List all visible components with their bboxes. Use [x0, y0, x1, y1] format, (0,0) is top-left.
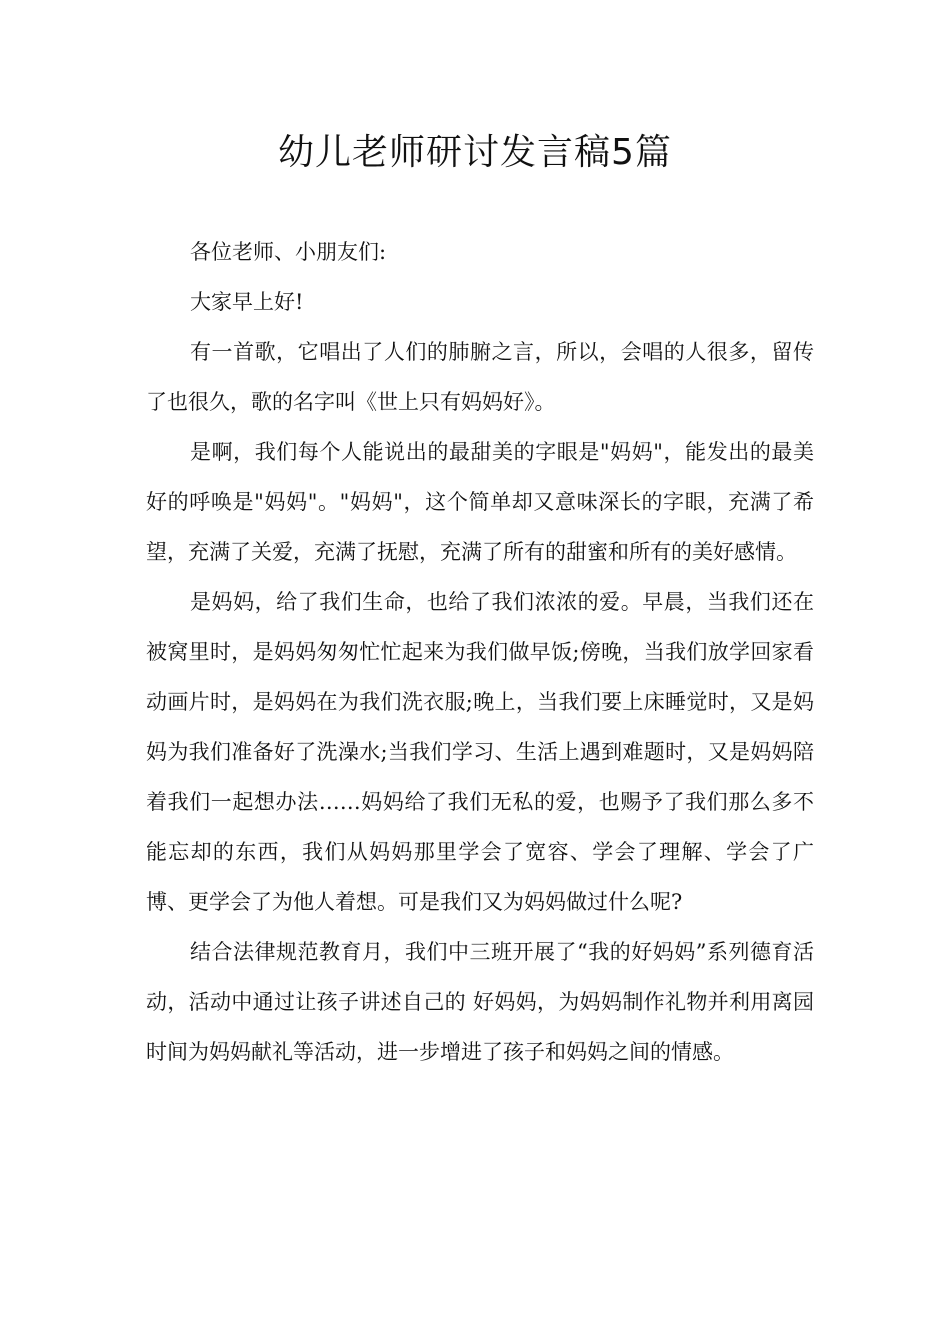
paragraph: 结合法律规范教育月，我们中三班开展了“我的好妈妈”系列德育活动，活动中通过让孩子讲述自己的 好妈妈，为妈妈制作礼物并利用离园时间为妈妈献礼等活动，进一步增进了孩子和妈妈之间的情感。	[146, 940, 814, 1064]
paragraph-greeting: 各位老师、小朋友们:	[190, 240, 387, 264]
paragraph: 有一首歌，它唱出了人们的肺腑之言，所以，会唱的人很多，留传了也很久，歌的名字叫《世上只有妈妈好》。	[146, 340, 814, 414]
paragraph: 是啊，我们每个人能说出的最甜美的字眼是"妈妈"，能发出的最美好的呼唤是"妈妈"。"妈妈"，这个简单却又意味深长的字眼，充满了希望，充满了关爱，充满了抚慰，充满了所有的甜蜜和所有的美好感情。	[146, 440, 814, 564]
document-body	[146, 227, 814, 1077]
document-title: 幼儿老师研讨发言稿5篇	[278, 132, 672, 173]
paragraph-salutation: 大家早上好!	[190, 290, 304, 314]
paragraph: 是妈妈，给了我们生命，也给了我们浓浓的爱。早晨，当我们还在被窝里时，是妈妈匆匆忙忙起来为我们做早饭;傍晚，当我们放学回家看动画片时，是妈妈在为我们洗衣服;晚上，当我们要上床睡觉时，又是妈妈为我们准备好了洗澡水;当我们学习、生活上遇到难题时，又是妈妈陪着我们一起想办法……妈妈给了我们无私的爱，也赐予了我们那么多不能忘却的东西，我们从妈妈那里学会了宽容、学会了理解、学会了广博、更学会了为他人着想。可是我们又为妈妈做过什么呢?	[146, 590, 814, 914]
